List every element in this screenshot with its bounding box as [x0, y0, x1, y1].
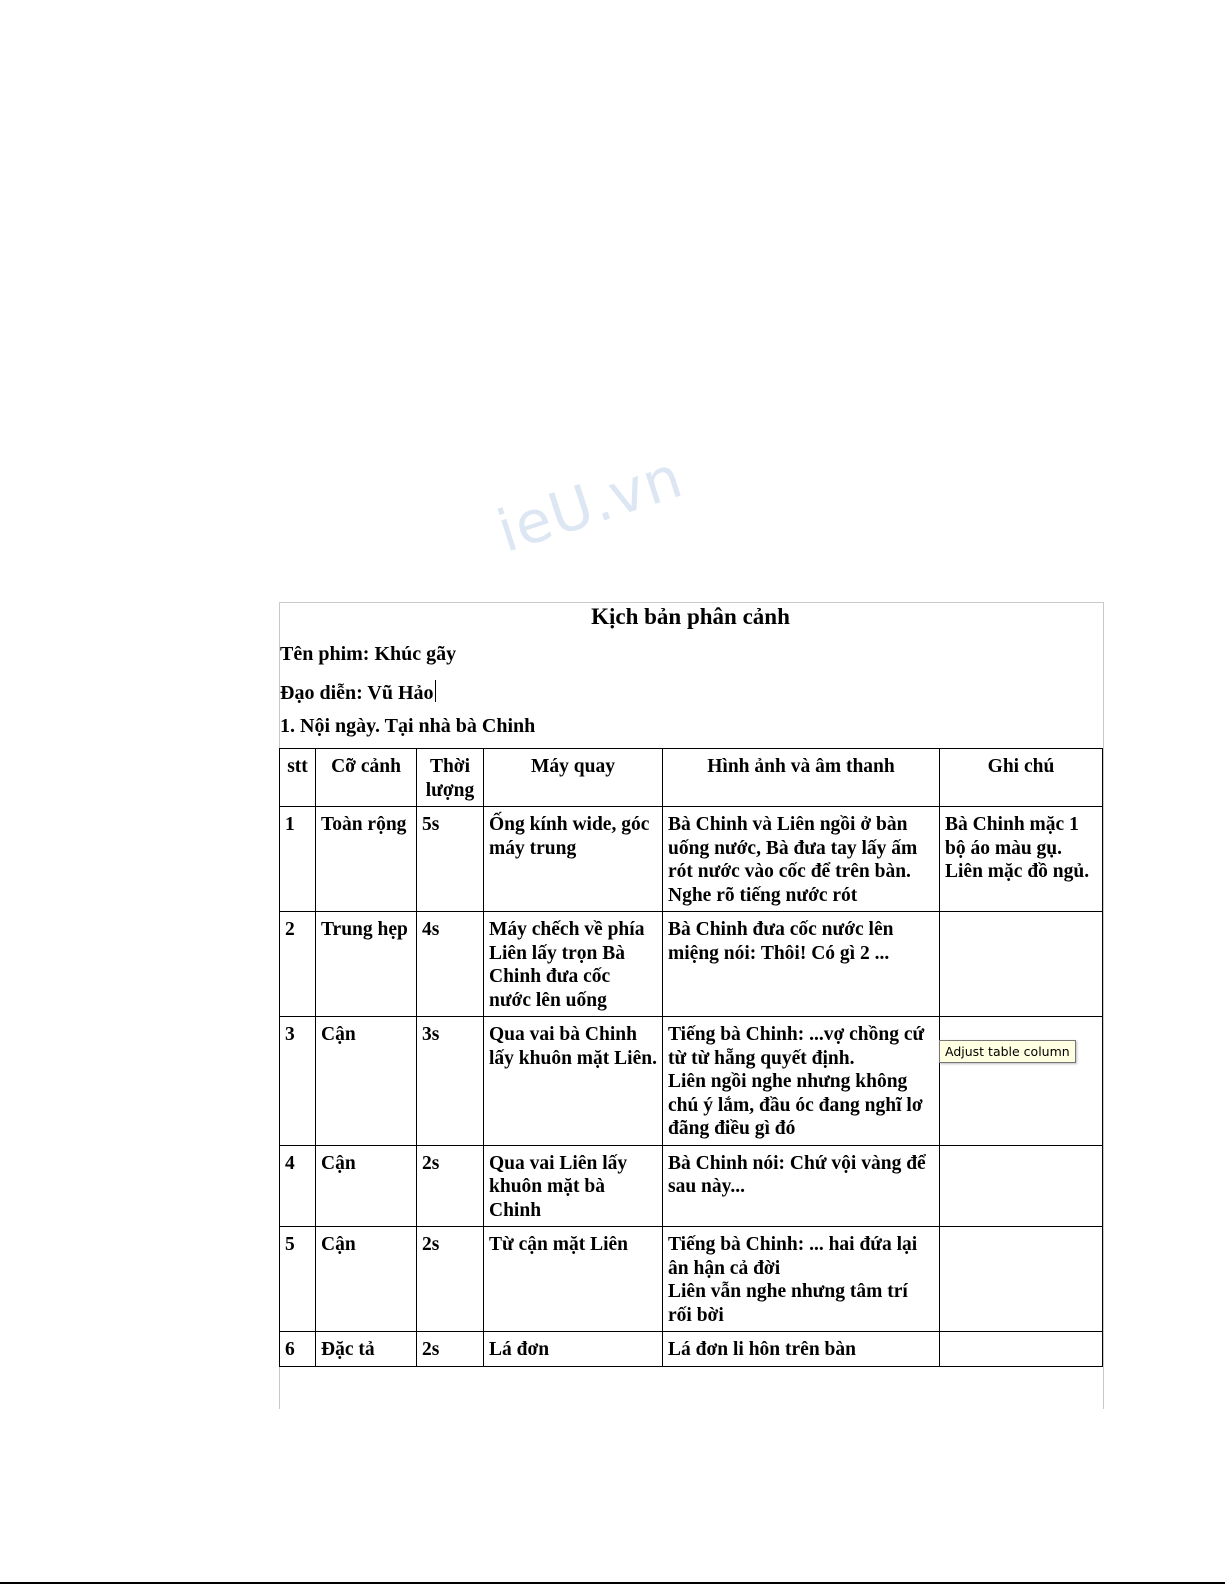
cell-image-sound[interactable]: Tiếng bà Chinh: ... hai đứa lại ân hận cả đời Liên vẫn nghe nhưng tâm trí rối bời	[663, 1227, 940, 1332]
cell-shot-size[interactable]: Cận	[316, 1227, 417, 1332]
director-text: Đạo diễn: Vũ Hảo	[280, 682, 434, 704]
cell-notes[interactable]	[940, 912, 1103, 1017]
header-camera[interactable]: Máy quay	[484, 749, 663, 807]
page-bottom-border	[0, 1582, 1225, 1584]
cell-image-sound[interactable]: Bà Chinh đưa cốc nước lên miệng nói: Thôi! Có gì 2 ...	[663, 912, 940, 1017]
cell-camera[interactable]: Qua vai Liên lấy khuôn mặt bà Chinh	[484, 1145, 663, 1227]
document-title: Kịch bản phân cảnh	[591, 604, 790, 629]
cell-stt[interactable]: 4	[280, 1145, 316, 1227]
cell-camera[interactable]: Qua vai bà Chinh lấy khuôn mặt Liên.	[484, 1017, 663, 1146]
cell-duration[interactable]: 3s	[417, 1017, 484, 1146]
table-row	[280, 807, 1103, 912]
cell-image-sound[interactable]: Bà Chinh nói: Chứ vội vàng để sau này...	[663, 1145, 940, 1227]
adjust-column-tooltip: Adjust table column	[939, 1040, 1076, 1063]
cell-notes[interactable]: Bà Chinh mặc 1 bộ áo màu gụ. Liên mặc đồ ngủ.	[940, 807, 1103, 912]
cell-notes[interactable]	[940, 1017, 1103, 1146]
cell-duration[interactable]: 2s	[417, 1332, 484, 1367]
cell-camera[interactable]: Lá đơn	[484, 1332, 663, 1367]
director-line[interactable]	[280, 680, 436, 705]
cell-camera[interactable]: Ống kính wide, góc máy trung	[484, 807, 663, 912]
cell-shot-size[interactable]: Trung hẹp	[316, 912, 417, 1017]
cell-camera[interactable]: Máy chếch về phía Liên lấy trọn Bà Chinh đưa cốc nước lên uống	[484, 912, 663, 1017]
cell-duration[interactable]: 4s	[417, 912, 484, 1017]
cell-shot-size[interactable]: Cận	[316, 1017, 417, 1146]
cell-duration[interactable]: 5s	[417, 807, 484, 912]
cell-shot-size[interactable]: Toàn rộng	[316, 807, 417, 912]
header-image-sound[interactable]: Hình ảnh và âm thanh	[663, 749, 940, 807]
table-row	[280, 1017, 1103, 1146]
cell-duration[interactable]: 2s	[417, 1145, 484, 1227]
header-duration[interactable]: Thời lượng	[417, 749, 484, 807]
cell-duration[interactable]: 2s	[417, 1227, 484, 1332]
cell-stt[interactable]: 5	[280, 1227, 316, 1332]
table-row	[280, 912, 1103, 1017]
film-name: Tên phim: Khúc gãy	[280, 643, 457, 665]
cell-shot-size[interactable]: Đặc tả	[316, 1332, 417, 1367]
cell-camera[interactable]: Từ cận mặt Liên	[484, 1227, 663, 1332]
cell-notes[interactable]	[940, 1227, 1103, 1332]
header-shot-size[interactable]: Cỡ cảnh	[316, 749, 417, 807]
watermark: ieU.vn	[489, 442, 691, 566]
table-row	[280, 1227, 1103, 1332]
cell-image-sound[interactable]: Lá đơn li hôn trên bàn	[663, 1332, 940, 1367]
scene-heading: 1. Nội ngày. Tại nhà bà Chinh	[280, 715, 536, 737]
header-stt[interactable]: stt	[280, 749, 316, 807]
cell-shot-size[interactable]: Cận	[316, 1145, 417, 1227]
cell-image-sound[interactable]: Tiếng bà Chinh: ...vợ chồng cứ từ từ hẵng quyết định. Liên ngồi nghe nhưng không chú ý lắm, đầu óc đang nghĩ lơ đãng điều gì đó	[663, 1017, 940, 1146]
text-cursor	[435, 680, 436, 702]
header-notes[interactable]: Ghi chú	[940, 749, 1103, 807]
table-row	[280, 1145, 1103, 1227]
cell-stt[interactable]: 6	[280, 1332, 316, 1367]
cell-image-sound[interactable]: Bà Chinh và Liên ngồi ở bàn uống nước, Bà đưa tay lấy ấm rót nước vào cốc để trên bàn. Nghe rõ tiếng nước rót	[663, 807, 940, 912]
table-header-row	[280, 749, 1103, 807]
cell-stt[interactable]: 3	[280, 1017, 316, 1146]
cell-notes[interactable]	[940, 1332, 1103, 1367]
table-row	[280, 1332, 1103, 1367]
cell-notes[interactable]	[940, 1145, 1103, 1227]
cell-stt[interactable]: 2	[280, 912, 316, 1017]
cell-stt[interactable]: 1	[280, 807, 316, 912]
